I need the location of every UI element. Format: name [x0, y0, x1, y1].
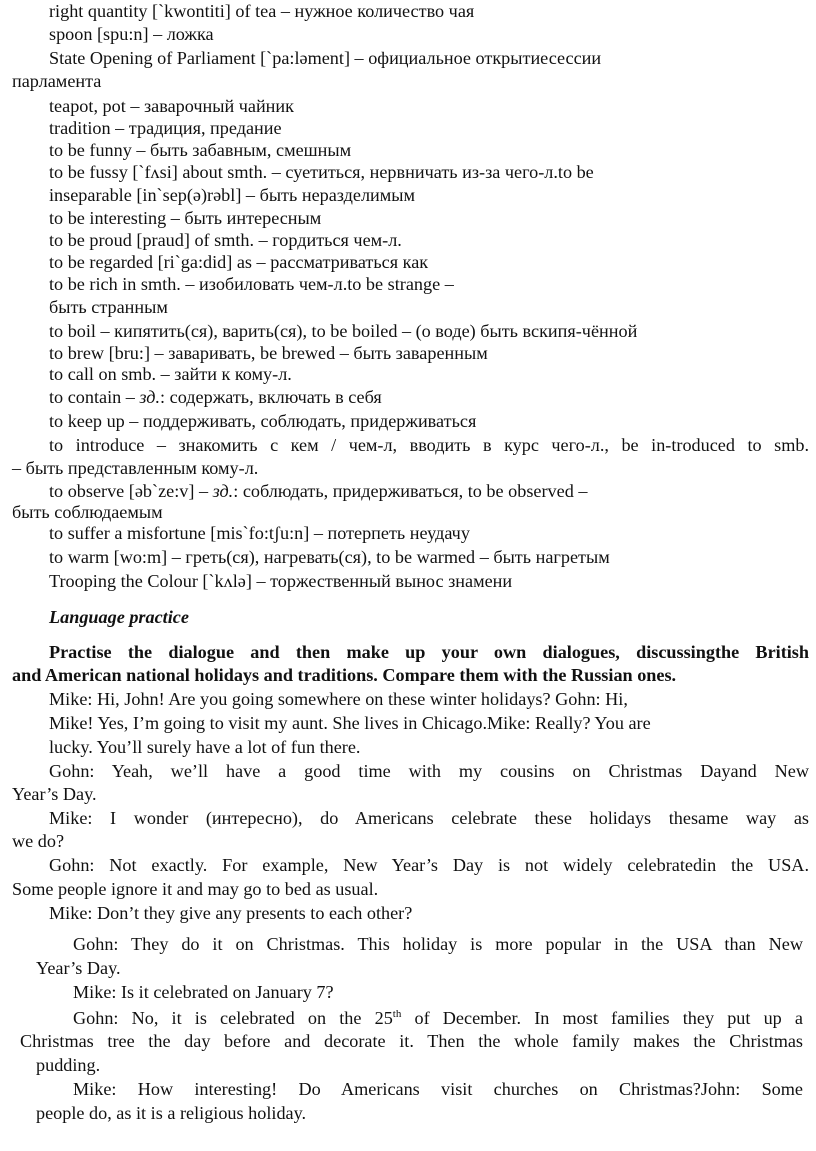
task-line: Practise the dialogue and then make up your own dialogues, discussingthe British — [49, 642, 809, 662]
vocab-line: быть странным — [49, 297, 168, 317]
vocab-text: to observe [əb`ze:v] – — [49, 481, 213, 501]
dialogue-line: Year’s Day. — [12, 784, 97, 804]
vocab-line: to be funny – быть забавным, смешным — [49, 140, 352, 160]
vocab-line: быть соблюдаемым — [12, 502, 163, 522]
dialogue-line: Mike! Yes, I’m going to visit my aunt. She lives in Chicago.Mike: Really? You are — [49, 713, 651, 733]
vocab-line: – быть представленным кому-л. — [12, 458, 259, 478]
dialogue-line: people do, as it is a religious holiday. — [36, 1103, 307, 1123]
dialogue-line: Mike: Don’t they give any presents to each other? — [49, 903, 413, 923]
vocab-line: right quantity [`kwontiti] of tea – нужное количество чая — [49, 1, 475, 21]
dialogue-line: Gohn: Yeah, we’ll have a good time with my cousins on Christmas Dayand New — [49, 761, 809, 781]
vocab-line — [49, 480, 587, 502]
dialogue-line: pudding. — [36, 1055, 101, 1075]
vocab-line: to be regarded [ri`ga:did] as – рассматриваться как — [49, 252, 429, 272]
dialogue-line: Gohn: They do it on Christmas. This holiday is more popular in the USA than New — [73, 934, 803, 954]
vocab-line: парламента — [12, 71, 102, 91]
task-line: and American national holidays and traditions. Compare them with the Russian ones. — [12, 665, 677, 685]
dialogue-line: Mike: How interesting! Do Americans visit churches on Christmas?John: Some — [73, 1079, 803, 1099]
vocab-line: Trooping the Colour [`kʌlə] – торжественный вынос знамени — [49, 571, 513, 591]
dialogue-line: lucky. You’ll surely have a lot of fun there. — [49, 737, 361, 757]
dialogue-line: Christmas tree the day before and decorate it. Then the whole family makes the Christmas — [20, 1031, 803, 1051]
vocab-text: : содержать, включать в себя — [160, 387, 382, 407]
abbr-zd: зд. — [139, 387, 161, 407]
dialogue-line: Year’s Day. — [36, 958, 121, 978]
vocab-line: spoon [spu:n] – ложка — [49, 24, 214, 44]
vocab-line: to be fussy [`fʌsi] about smth. – суетиться, нервничать из-за чего-л.to be — [49, 162, 594, 182]
dialogue-line: we do? — [12, 831, 65, 851]
vocab-text: : соблюдать, придерживаться, to be observed – — [233, 481, 588, 501]
dialogue-line: Mike: Hi, John! Are you going somewhere on these winter holidays? Gohn: Hi, — [49, 689, 628, 709]
vocab-line: to suffer a misfortune [mis`fo:tʃu:n] – потерпеть неудачу — [49, 523, 470, 543]
dialogue-line: Mike: Is it celebrated on January 7? — [73, 982, 334, 1002]
ordinal-suffix: th — [392, 1008, 402, 1020]
vocab-line: to be proud [praud] of smth. – гордиться чем-л. — [49, 230, 402, 250]
vocab-line: to call on smb. – зайти к кому-л. — [49, 364, 292, 384]
section-heading: Language practice — [49, 607, 189, 627]
vocab-line: tradition – традиция, предание — [49, 118, 282, 138]
abbr-zd: зд. — [212, 481, 234, 501]
vocab-line: to brew [bru:] – заваривать, be brewed – быть заваренным — [49, 343, 488, 363]
vocab-line: to boil – кипятить(ся), варить(ся), to be boiled – (о воде) быть вскипя-чённой — [49, 321, 638, 341]
vocab-line: teapot, pot – заварочный чайник — [49, 96, 294, 116]
dialogue-line: Gohn: Not exactly. For example, New Year’s Day is not widely celebratedin the USA. — [49, 855, 809, 875]
vocab-line: to introduce – знакомить с кем / чем-л, вводить в курс чего-л., be in-troduced to smb. — [49, 435, 809, 455]
dialogue-line: Some people ignore it and may go to bed as usual. — [12, 879, 379, 899]
vocab-line: to keep up – поддерживать, соблюдать, придерживаться — [49, 411, 477, 431]
vocab-line: State Opening of Parliament [`pa:ləment] – официальное открытиесессии — [49, 48, 602, 68]
vocab-line: to warm [wo:m] – греть(ся), нагревать(ся), to be warmed – быть нагретым — [49, 547, 610, 567]
dialogue-text: Gohn: No, it is celebrated on the 25 — [73, 1008, 393, 1028]
dialogue-line — [73, 1007, 803, 1029]
vocab-line — [49, 386, 382, 408]
dialogue-text: of December. In most families they put up a — [401, 1008, 803, 1028]
vocab-line: to be interesting – быть интересным — [49, 208, 322, 228]
vocab-line: to be rich in smth. – изобиловать чем-л.to be strange – — [49, 274, 454, 294]
dialogue-line: Mike: I wonder (интересно), do Americans celebrate these holidays thesame way as — [49, 808, 809, 828]
vocab-text: to contain – — [49, 387, 140, 407]
vocab-line: inseparable [in`sep(ə)rəbl] – быть неразделимым — [49, 185, 416, 205]
